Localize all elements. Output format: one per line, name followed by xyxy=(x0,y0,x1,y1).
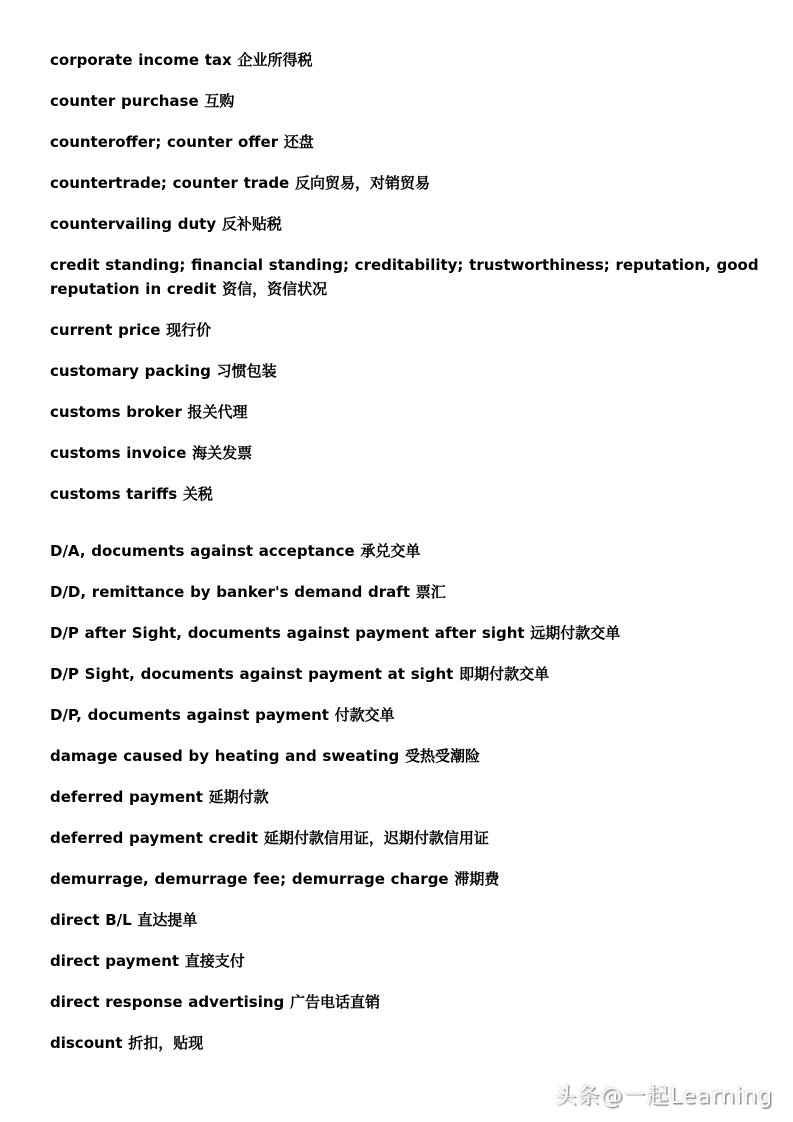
glossary-entry: direct response advertising 广告电话直销 xyxy=(50,993,381,1011)
glossary-entry: D/P after Sight, documents against payment after sight 远期付款交单 xyxy=(50,624,621,642)
glossary-entry: D/A, documents against acceptance 承兑交单 xyxy=(50,542,421,560)
glossary-section xyxy=(50,539,763,1055)
glossary-entry: customs broker 报关代理 xyxy=(50,403,248,421)
glossary-entry: D/P Sight, documents against payment at sight 即期付款交单 xyxy=(50,665,550,683)
glossary-entry: countertrade; counter trade 反向贸易，对销贸易 xyxy=(50,174,430,192)
glossary-entry: direct B/L 直达提单 xyxy=(50,911,198,929)
glossary-entry: D/D, remittance by banker's demand draft 票汇 xyxy=(50,583,446,601)
glossary-entry: direct payment 直接支付 xyxy=(50,952,245,970)
glossary-entry: customs tariffs 关税 xyxy=(50,485,213,503)
glossary-entry: current price 现行价 xyxy=(50,321,212,339)
glossary-section xyxy=(50,48,763,506)
glossary-entry: counter purchase 互购 xyxy=(50,92,235,110)
glossary-entry: customs invoice 海关发票 xyxy=(50,444,253,462)
glossary-entry: demurrage, demurrage fee; demurrage charge 滞期费 xyxy=(50,870,500,888)
glossary-entry: deferred payment 延期付款 xyxy=(50,788,269,806)
glossary-entry: counteroffer; counter offer 还盘 xyxy=(50,133,314,151)
glossary-entry: customary packing 习惯包装 xyxy=(50,362,277,380)
glossary-entry: credit standing; financial standing; creditability; trustworthiness; reputation, good reputation in credit 资信，资信状况 xyxy=(50,256,759,298)
glossary-entry: discount 折扣，贴现 xyxy=(50,1034,204,1052)
glossary-entry: damage caused by heating and sweating 受热受潮险 xyxy=(50,747,480,765)
glossary-entry: deferred payment credit 延期付款信用证，迟期付款信用证 xyxy=(50,829,489,847)
glossary-entry: corporate income tax 企业所得税 xyxy=(50,51,313,69)
watermark: 头条@一起Learning xyxy=(554,1084,773,1109)
glossary-entry: countervailing duty 反补贴税 xyxy=(50,215,282,233)
glossary-entry: D/P, documents against payment 付款交单 xyxy=(50,706,395,724)
